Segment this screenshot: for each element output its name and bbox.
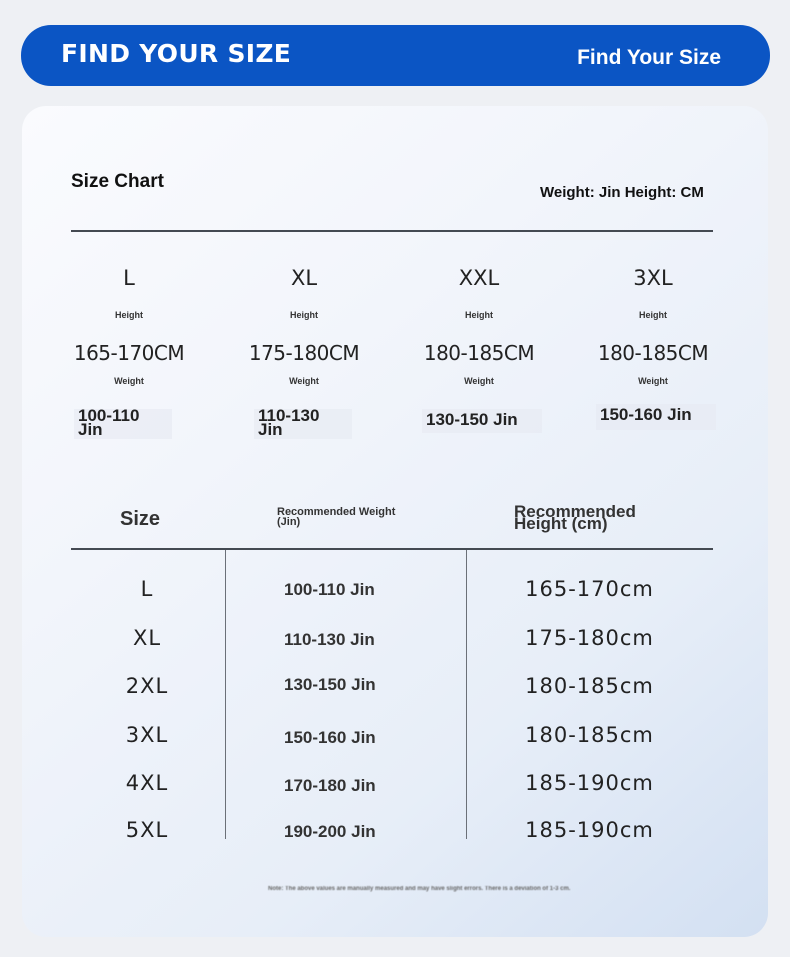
column-divider [225,550,226,839]
weight-label: Weight [114,376,144,386]
table-header-rule [71,548,713,550]
row-height: 185-190cm [525,818,654,842]
row-size: 2XL [125,674,169,698]
size-label: XL [290,266,318,290]
height-value: 165-170CM [73,341,185,365]
row-weight: 190-200 Jin [284,822,376,841]
weight-label: Weight [464,376,494,386]
row-size: 5XL [125,818,169,842]
header-title: FIND YOUR SIZE [61,39,292,68]
height-label: Height [115,310,143,320]
row-size: 3XL [125,723,169,747]
units-label: Weight: Jin Height: CM [540,184,704,201]
size-label: XXL [458,266,500,290]
weight-value: 130-150 Jin [422,409,542,433]
row-height: 165-170cm [525,577,654,601]
row-size: 4XL [125,771,169,795]
weight-label: Weight [638,376,668,386]
footnote: Note: The above values are manually measured and may have slight errors. There is a deviation of 1-3 cm. [268,886,571,892]
height-label: Height [465,310,493,320]
height-label: Height [639,310,667,320]
row-height: 185-190cm [525,771,654,795]
weight-value: 150-160 Jin [596,404,716,430]
table-header-height: Recommended Height (cm) [514,502,636,533]
weight-label: Weight [289,376,319,386]
row-weight: 130-150 Jin [284,675,376,694]
height-value: 180-185CM [423,341,535,365]
size-chart-card [22,106,768,937]
height-value: 175-180CM [248,341,360,365]
table-header-weight: Recommended Weight (Jin) [277,506,396,528]
size-label: L [123,266,135,290]
row-height: 180-185cm [525,723,654,747]
row-height: 175-180cm [525,626,654,650]
header-banner [21,25,770,86]
row-weight: 110-130 Jin [284,630,375,649]
weight-value: 110-130 Jin [254,409,352,439]
table-header-size: Size [120,508,161,530]
column-divider [466,550,467,839]
divider [71,230,713,232]
chart-title: Size Chart [71,171,164,192]
row-height: 180-185cm [525,674,654,698]
header-subtitle: Find Your Size [577,46,721,69]
size-label: 3XL [633,266,673,290]
weight-value: 100-110 Jin [74,409,172,439]
row-weight: 150-160 Jin [284,728,376,747]
row-size: L [140,577,154,601]
row-weight: 170-180 Jin [284,776,376,795]
row-weight: 100-110 Jin [284,580,375,599]
height-label: Height [290,310,318,320]
row-size: XL [132,626,162,650]
height-value: 180-185CM [597,341,709,365]
